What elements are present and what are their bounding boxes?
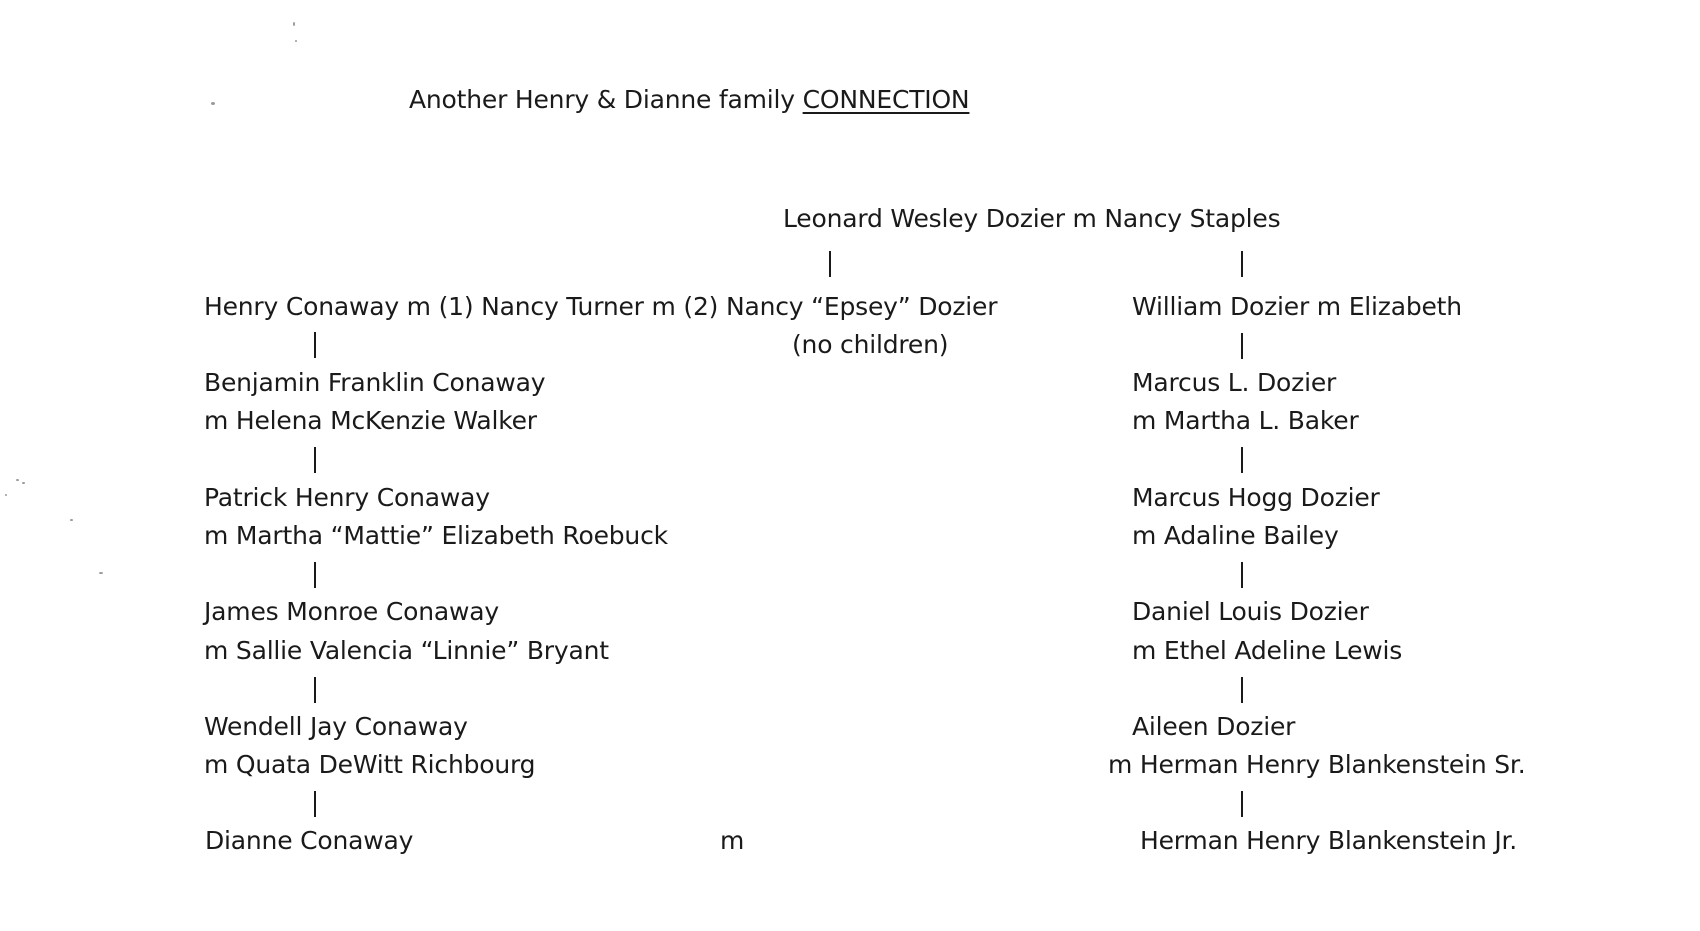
person-james: James Monroe Conaway — [204, 597, 499, 626]
connector-left-1 — [314, 332, 316, 358]
spouse-sallie: m Sallie Valencia “Linnie” Bryant — [204, 636, 609, 665]
connector-right-3 — [1241, 562, 1243, 588]
connector-right-2 — [1241, 447, 1243, 473]
scan-speck — [293, 22, 295, 26]
connector-left-3 — [314, 562, 316, 588]
root-couple: Leonard Wesley Dozier m Nancy Staples — [783, 204, 1281, 233]
connector-root-left — [829, 251, 831, 277]
person-benjamin: Benjamin Franklin Conaway — [204, 368, 546, 397]
spouse-martha-baker: m Martha L. Baker — [1132, 406, 1359, 435]
spouse-quata: m Quata DeWitt Richbourg — [204, 750, 536, 779]
connector-right-5 — [1241, 791, 1243, 817]
title-connection: CONNECTION — [802, 85, 970, 114]
connector-right-1 — [1241, 333, 1243, 359]
person-wendell: Wendell Jay Conaway — [204, 712, 468, 741]
person-aileen: Aileen Dozier — [1132, 712, 1296, 741]
page-title — [409, 85, 969, 115]
title-prefix: Another Henry & Dianne family — [409, 85, 803, 114]
scan-speck — [70, 519, 73, 521]
spouse-ethel: m Ethel Adeline Lewis — [1132, 636, 1403, 665]
person-herman-jr: Herman Henry Blankenstein Jr. — [1140, 826, 1518, 855]
scan-speck — [99, 572, 103, 574]
connector-left-5 — [314, 791, 316, 817]
spouse-martha-roebuck: m Martha “Mattie” Elizabeth Roebuck — [204, 521, 668, 550]
scan-speck — [211, 102, 215, 105]
henry-marriage: Henry Conaway m (1) Nancy Turner m (2) Nancy “Epsey” Dozier — [204, 292, 998, 321]
person-marcus-hogg: Marcus Hogg Dozier — [1132, 483, 1380, 512]
person-daniel: Daniel Louis Dozier — [1132, 597, 1369, 626]
scan-speck — [295, 40, 297, 42]
connector-right-4 — [1241, 677, 1243, 703]
person-dianne: Dianne Conaway — [205, 826, 414, 855]
no-children-note: (no children) — [792, 330, 949, 359]
scan-speck — [5, 494, 7, 496]
connector-left-4 — [314, 677, 316, 703]
scan-speck — [16, 479, 19, 481]
final-marriage-m: m — [720, 826, 745, 855]
connector-left-2 — [314, 447, 316, 473]
spouse-adaline: m Adaline Bailey — [1132, 521, 1339, 550]
person-patrick: Patrick Henry Conaway — [204, 483, 490, 512]
person-marcus-l: Marcus L. Dozier — [1132, 368, 1337, 397]
spouse-herman-sr: m Herman Henry Blankenstein Sr. — [1108, 750, 1526, 779]
scan-speck — [22, 482, 25, 484]
person-william: William Dozier m Elizabeth — [1132, 292, 1462, 321]
spouse-helena: m Helena McKenzie Walker — [204, 406, 537, 435]
connector-root-right — [1241, 251, 1243, 277]
